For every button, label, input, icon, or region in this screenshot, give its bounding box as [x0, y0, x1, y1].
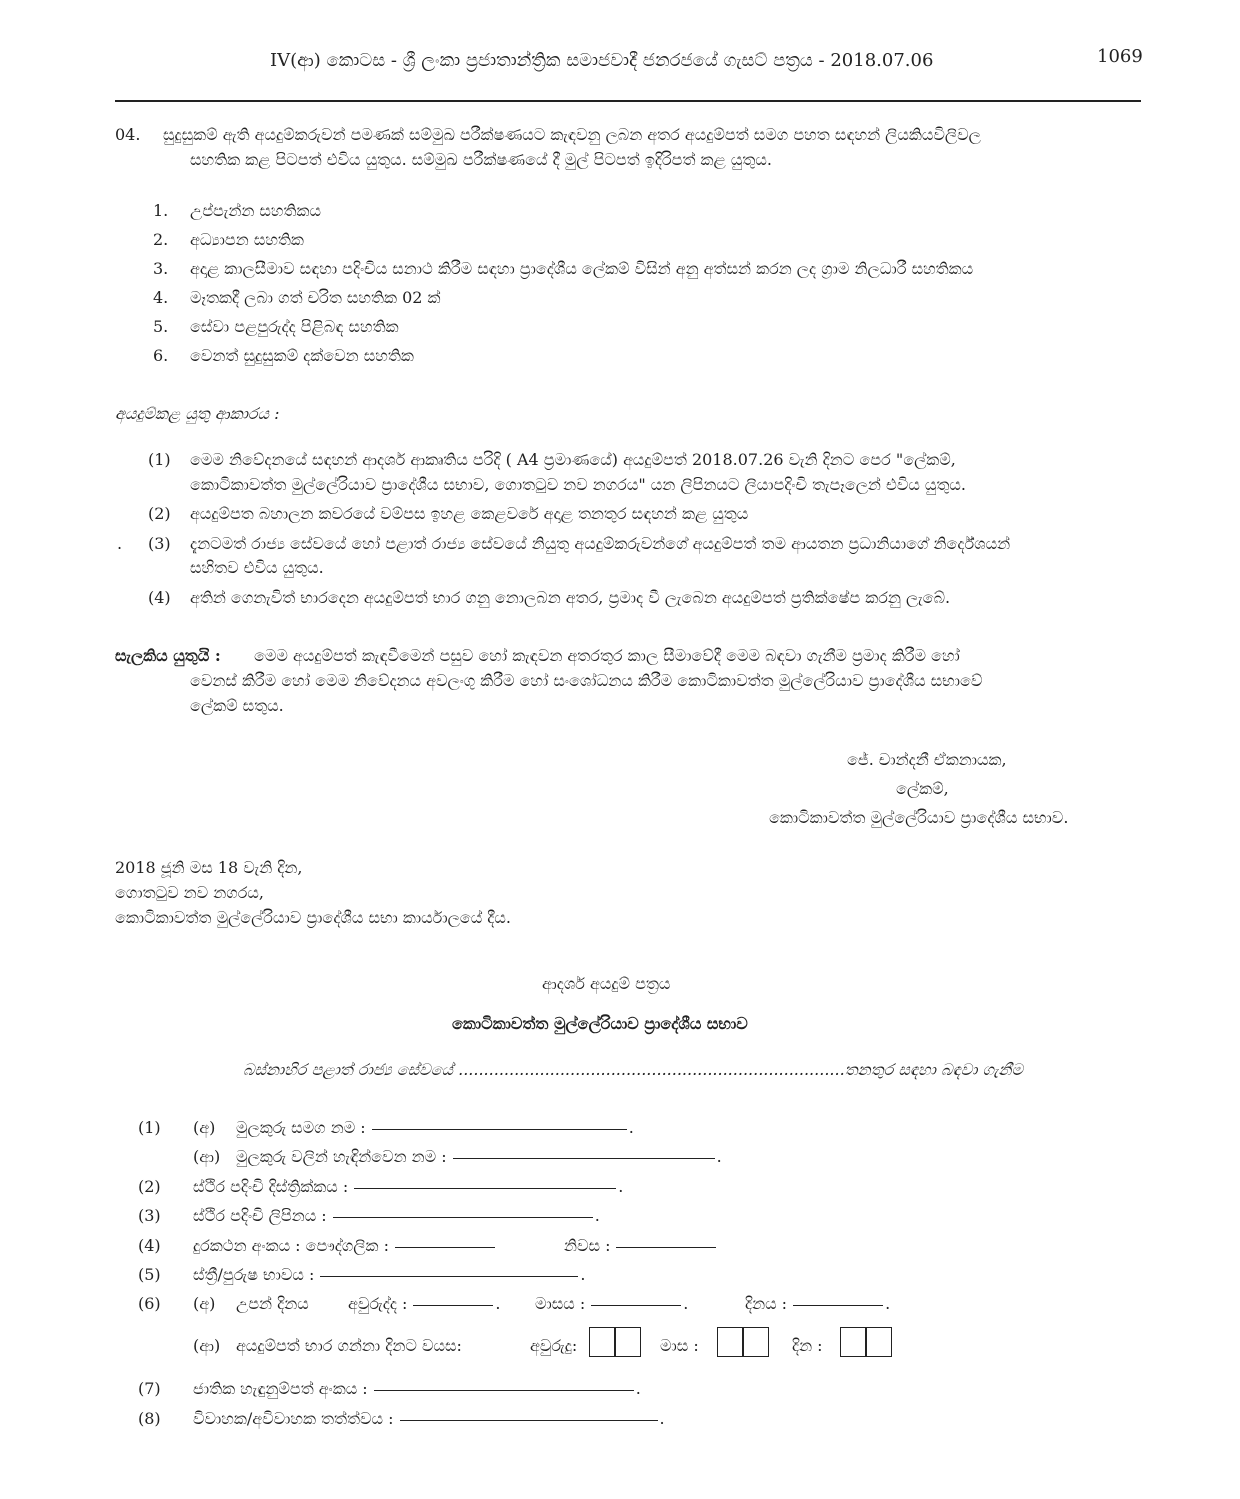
- list-item: වෙනත් සුදුසුකම් දක්වෙන සහතික: [190, 346, 414, 365]
- field-number: (4): [138, 1236, 161, 1255]
- field-sub-number: (ආ): [193, 1336, 221, 1355]
- field-number: (5): [138, 1265, 161, 1284]
- section-number: 04.: [115, 125, 141, 144]
- issue-date: 2018 ජූනි මස 18 වැනි දින,: [115, 858, 303, 877]
- nic-number-field[interactable]: ජාතික හැඳුනුම්පත් අංකය : .: [193, 1379, 641, 1398]
- field-sub-number: (අ): [193, 1118, 216, 1137]
- issue-office: කොටිකාවත්ත මුල්ලේරියාව ප්‍රාදේශීය සභා කාර්යාලයේ දීය.: [115, 908, 511, 927]
- list-item-number: 6.: [153, 346, 169, 365]
- header-rule: [115, 100, 1141, 102]
- list-item: මෑතකදී ලබා ගත් චරිත සහතික 02 ක්: [190, 288, 441, 307]
- apply-item-3-line2: සහිතව එවිය යුතුය.: [190, 558, 324, 577]
- permanent-district-field[interactable]: ස්ථිර පදිංචි දිස්ත්‍රික්කය : .: [193, 1177, 624, 1196]
- gazette-header-title: IV(ආ) කොටස - ශ්‍රී ලංකා ප්‍රජාතාන්ත්‍රික සමාජවාදී ජනරජයේ ගැසට් පත්‍රය - 2018.07.06: [270, 50, 934, 71]
- field-number: (3): [138, 1206, 161, 1225]
- phone-home-field[interactable]: නිවස :: [564, 1236, 718, 1256]
- age-months-boxes[interactable]: [717, 1327, 769, 1357]
- apply-item-1-line1: මෙම නිවේදනයේ සඳහන් ආදර්ශ ආකෘතිය පරිදි ( A4 ප්‍රමාණයේ) අයදුම්පත් 2018.07.26 වැනි දිනට පෙර "ලේකම්,: [190, 450, 956, 469]
- name-with-initials-field[interactable]: මුලකුරු සමග නම : .: [236, 1118, 634, 1137]
- issue-place: ගොතටුව නව නගරය,: [115, 883, 264, 902]
- section-text-line2: සහතික කළ පිටපත් එවිය යුතුය. සම්මුඛ පරීක්ෂණයේ දී මුල් පිටපත් ඉදිරිපත් කළ යුතුය.: [190, 150, 772, 169]
- apply-item-number: (2): [148, 504, 171, 523]
- field-sub-number: (ආ): [193, 1147, 221, 1166]
- signatory-org: කොටිකාවත්ත මුල්ලේරියාව ප්‍රාදේශීය සභාව.: [769, 808, 1069, 827]
- age-months-label: මාස :: [660, 1336, 699, 1355]
- apply-item-number: (3): [148, 534, 171, 553]
- field-number: (6): [138, 1294, 161, 1313]
- apply-heading: අයදුම්කළ යුතු ආකාරය :: [115, 404, 280, 423]
- list-item-number: 3.: [153, 259, 169, 278]
- age-days-label: දින :: [792, 1336, 823, 1355]
- form-organization: කොටිකාවත්ත මුල්ලේරියාව ප්‍රාදේශීය සභාව: [452, 1014, 748, 1033]
- gender-field[interactable]: ස්ත්‍රී/පුරුෂ භාවය : .: [193, 1265, 586, 1284]
- birth-year-field[interactable]: අවුරුද්ද : .: [348, 1294, 501, 1313]
- note-line2: වෙනස් කිරීම හෝ මෙම නිවේදනය අවලංගු කිරීම හෝ සංශෝධනය කිරීම කොටිකාවත්ත මුල්ලේරියාව ප්‍රාදේශීය සභාවේ: [190, 671, 983, 690]
- form-subtitle: බස්නාහිර පළාත් රාජ්‍ය සේවයේ ............................................................................තනතුර සඳහා බඳවා ගැනීම: [243, 1060, 1023, 1079]
- civil-status-field[interactable]: විවාහක/අවිවාහක තත්ත්වය : .: [193, 1409, 665, 1428]
- list-item-number: 5.: [153, 317, 169, 336]
- age-days-boxes[interactable]: [840, 1327, 892, 1357]
- age-years-boxes[interactable]: [589, 1327, 641, 1357]
- apply-item-3-line1: දැනටමත් රාජ්‍ය සේවයේ හෝ පළාත් රාජ්‍ය සේවයේ නියුතු අයදුම්කරුවන්ගේ අයදුම්පත් තම ආයතන ප්‍රධානියාගේ නිර්දේශයන්: [190, 534, 1011, 553]
- apply-item-number: (1): [148, 450, 171, 469]
- list-item: අධ්‍යාපන සහතික: [190, 230, 304, 249]
- field-number: (7): [138, 1379, 161, 1398]
- name-denoted-by-initials-field[interactable]: මුලකුරු වලින් හැඳින්වෙන නම : .: [236, 1147, 722, 1166]
- list-item-number: 2.: [153, 230, 169, 249]
- note-label: සැලකිය යුතුයි :: [115, 646, 221, 665]
- list-item: උප්පැන්න සහතිකය: [190, 201, 321, 220]
- page-number: 1069: [1097, 46, 1143, 67]
- birth-month-field[interactable]: මාසය : .: [535, 1294, 689, 1313]
- field-number: (2): [138, 1177, 161, 1196]
- permanent-address-field[interactable]: ස්ථිර පදිංචි ලිපිනය : .: [193, 1206, 600, 1225]
- list-item: අදාළ කාලසීමාව සඳහා පදිංචිය සනාථ කිරීම සඳහා ප්‍රාදේශීය ලේකම් විසින් අනු අත්සන් කරන ලද ග්‍රාම නිලධාරී සහතිකය: [190, 259, 974, 278]
- field-sub-number: (අ): [193, 1294, 216, 1313]
- apply-item-1-line2: කොටිකාවත්ත මුල්ලේරියාව ප්‍රාදේශීය සභාව, ගොතටුව නව නගරය" යන ලිපිනයට ලියාපදිංචි තැපෑලෙන් එවිය යුතුය.: [190, 475, 967, 494]
- signatory-title: ලේකම්,: [896, 779, 949, 798]
- list-item: සේවා පළපුරුද්ද පිළිබඳ සහතික: [190, 317, 399, 336]
- phone-personal-field[interactable]: දුරකථන අංකය : පෞද්ගලික :: [193, 1236, 497, 1256]
- note-line3: ලේකම් සතුය.: [190, 696, 284, 715]
- note-line1: මෙම අයදුම්පත් කැඳවීමෙන් පසුව හෝ කැඳවන අතරතුර කාල සීමාවේදී මෙම බඳවා ගැනීම ප්‍රමාද කිරීම හෝ: [254, 646, 960, 665]
- section-text-line1: සුදුසුකම් ඇති අයදුම්කරුවන් පමණක් සම්මුඛ පරීක්ෂණයට කැඳවනු ලබන අතර අයදුම්පත් සමග පහත සඳහන් ලියකියවිලිවල: [163, 125, 981, 144]
- field-number: (8): [138, 1409, 161, 1428]
- age-years-label: අවුරුදු:: [530, 1336, 578, 1355]
- birth-day-field[interactable]: දිනය : .: [745, 1294, 891, 1313]
- apply-item-4: අතින් ගෙනැවිත් භාරදෙන අයදුම්පත් භාර ගනු නොලබන අතර, ප්‍රමාද වී ලැබෙන අයදුම්පත් ප්‍රතික්ෂේප කරනු ලැබේ.: [190, 588, 951, 607]
- list-item-number: 1.: [153, 201, 169, 220]
- form-title: ආදර්ශ අයදුම් පත්‍රය: [542, 974, 671, 993]
- field-number: (1): [138, 1118, 161, 1137]
- date-of-birth-label: උපන් දිනය: [236, 1294, 309, 1313]
- signatory-name: ජේ. චාන්දනී ඒකනායක,: [847, 750, 1007, 769]
- apply-item-2: අයදුම්පත බහාලන කවරයේ වම්පස ඉහළ කෙළවරේ අදාළ තනතුර සඳහන් කළ යුතුය: [190, 504, 749, 523]
- apply-item-number: (4): [148, 588, 171, 607]
- age-at-closing-label: අයදුම්පත් භාර ගන්නා දිනට වයස:: [236, 1336, 462, 1355]
- stray-dot: .: [117, 534, 123, 553]
- list-item-number: 4.: [153, 288, 169, 307]
